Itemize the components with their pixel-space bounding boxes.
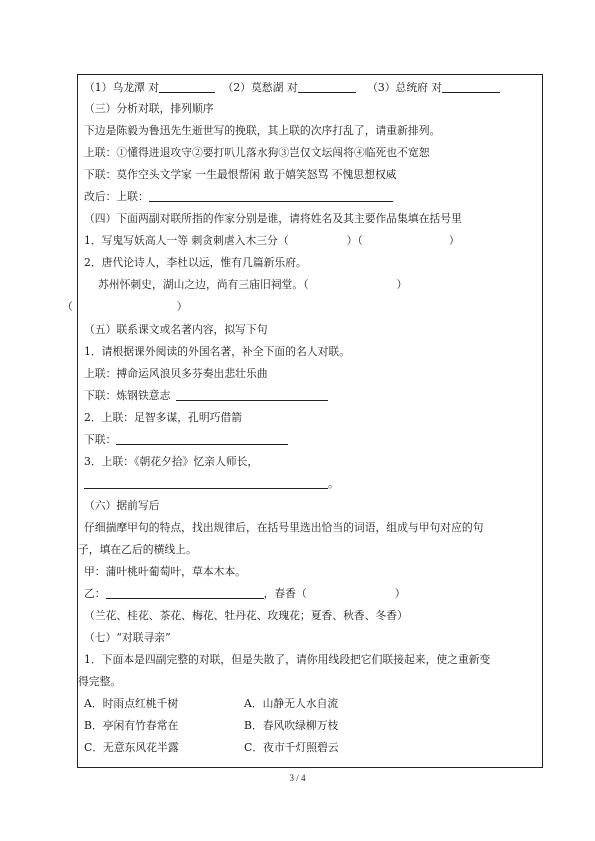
section-3-answer-label: 改后：上联： — [84, 190, 149, 203]
q1-item-3: （3）总统府 对 — [367, 81, 443, 94]
section-5-q3-lower — [84, 477, 339, 491]
section-3-answer-line — [84, 190, 393, 204]
pair-left-b[interactable]: B．亭闲有竹春常在 — [84, 719, 179, 732]
pair-right-a[interactable]: A．山静无人水自流 — [244, 697, 339, 710]
section-3-lower: 下联：莫作空头文学家 一生最恨帮闲 敢于嬉笑怒骂 不愧思想权威 — [84, 168, 397, 181]
answer-blank[interactable] — [159, 81, 215, 93]
page-number: 3 / 4 — [289, 773, 306, 783]
section-7-title: （七）“对联寻亲” — [84, 631, 171, 644]
section-6-yi — [84, 587, 406, 601]
answer-blank[interactable] — [116, 433, 288, 445]
q1-item-1: （1）乌龙潭 对 — [84, 81, 160, 94]
section-6-intro-2: 子，填在乙后的横线上。 — [78, 543, 197, 556]
pair-left-c[interactable]: C．无意东风花半露 — [84, 741, 179, 754]
section-4-q2-line3 — [62, 300, 188, 314]
section-6-jia: 甲：蒲叶桃叶葡萄叶，草本木本。 — [84, 565, 246, 578]
yi-text: ，春香（ — [263, 587, 307, 600]
q2-lower-label: 下联： — [84, 433, 117, 446]
section-5-q2-lower — [84, 433, 288, 447]
bracket: ） — [176, 300, 188, 313]
section-4-q1 — [84, 234, 460, 248]
section-6-intro-1: 仔细揣摩甲句的特点，找出规律后，在括号里选出恰当的词语，组成与甲句对应的句 — [84, 521, 484, 534]
q1-text: 1．写鬼写妖高人一等 刺贪刺虐入木三分（ — [84, 234, 289, 247]
bracket: （ — [62, 300, 73, 313]
answer-blank[interactable] — [149, 190, 393, 202]
answer-blank[interactable] — [84, 477, 328, 489]
answer-blank[interactable] — [186, 587, 264, 599]
answer-blank[interactable] — [106, 587, 186, 599]
yi-label: 乙： — [84, 587, 106, 600]
q2-text: 苏州怀刺史，湖山之边，尚有三庙旧祠堂。（ — [98, 278, 309, 291]
period: 。 — [328, 477, 339, 490]
section-4-q2-line2 — [98, 278, 407, 292]
bracket: ） — [448, 234, 460, 247]
answer-blank[interactable] — [176, 389, 328, 401]
section-6-title: （六）据前写后 — [84, 499, 160, 512]
bracket: ） — [394, 587, 406, 600]
section-5-q3-upper: 3．上联：《朝花夕拾》忆亲人师长， — [84, 455, 259, 468]
pair-left-a[interactable]: A．时雨点红桃千树 — [84, 697, 179, 710]
section-5-q2-upper: 2．上联：足智多谋，孔明巧借箭 — [84, 411, 243, 424]
answer-blank[interactable] — [298, 81, 356, 93]
section-5-q1-upper: 上联：搏命运风浪贝多芬奏出悲壮乐曲 — [84, 367, 268, 380]
section-3-title: （三）分析对联，排列顺序 — [84, 102, 214, 115]
bracket: ） — [396, 278, 408, 291]
pair-right-c[interactable]: C．夜市千灯照碧云 — [244, 741, 339, 754]
section-7-intro-2: 得完整。 — [78, 675, 122, 688]
section-7-intro-1: 1．下面本是四副完整的对联，但是失散了，请你用线段把它们联接起来，使之重新变 — [84, 653, 491, 666]
bracket: ）（ — [346, 234, 363, 247]
q1-lower-label: 下联：炼钢铁意志 — [84, 389, 171, 402]
q1-item-2: （2）莫愁湖 对 — [222, 81, 298, 94]
section-5-q1: 1．请根据课外阅读的外国名著，补全下面的名人对联。 — [84, 345, 350, 358]
section-3-upper: 上联：①懂得进退攻守②要打叭儿落水狗③岂仅文坛闯将④临死也不宽恕 — [84, 146, 430, 159]
answer-blank[interactable] — [442, 81, 500, 93]
section-6-options: （兰花、桂花、茶花、梅花、牡丹花、玫瑰花；夏香、秋香、冬香） — [84, 609, 408, 622]
q1-line — [84, 81, 500, 95]
section-5-q1-lower — [84, 389, 328, 403]
pair-right-b[interactable]: B．春风吹绿柳万枝 — [244, 719, 339, 732]
section-3-intro: 下边是陈毅为鲁迅先生逝世写的挽联，其上联的次序打乱了，请重新排列。 — [84, 124, 441, 137]
section-4-title: （四）下面两副对联所指的作家分别是谁，请将姓名及其主要作品集填在括号里 — [84, 212, 462, 225]
section-5-title: （五）联系课文或名著内容，拟写下句 — [84, 323, 268, 336]
section-4-q2: 2．唐代论诗人，李杜以远，惟有几篇新乐府。 — [84, 256, 307, 269]
